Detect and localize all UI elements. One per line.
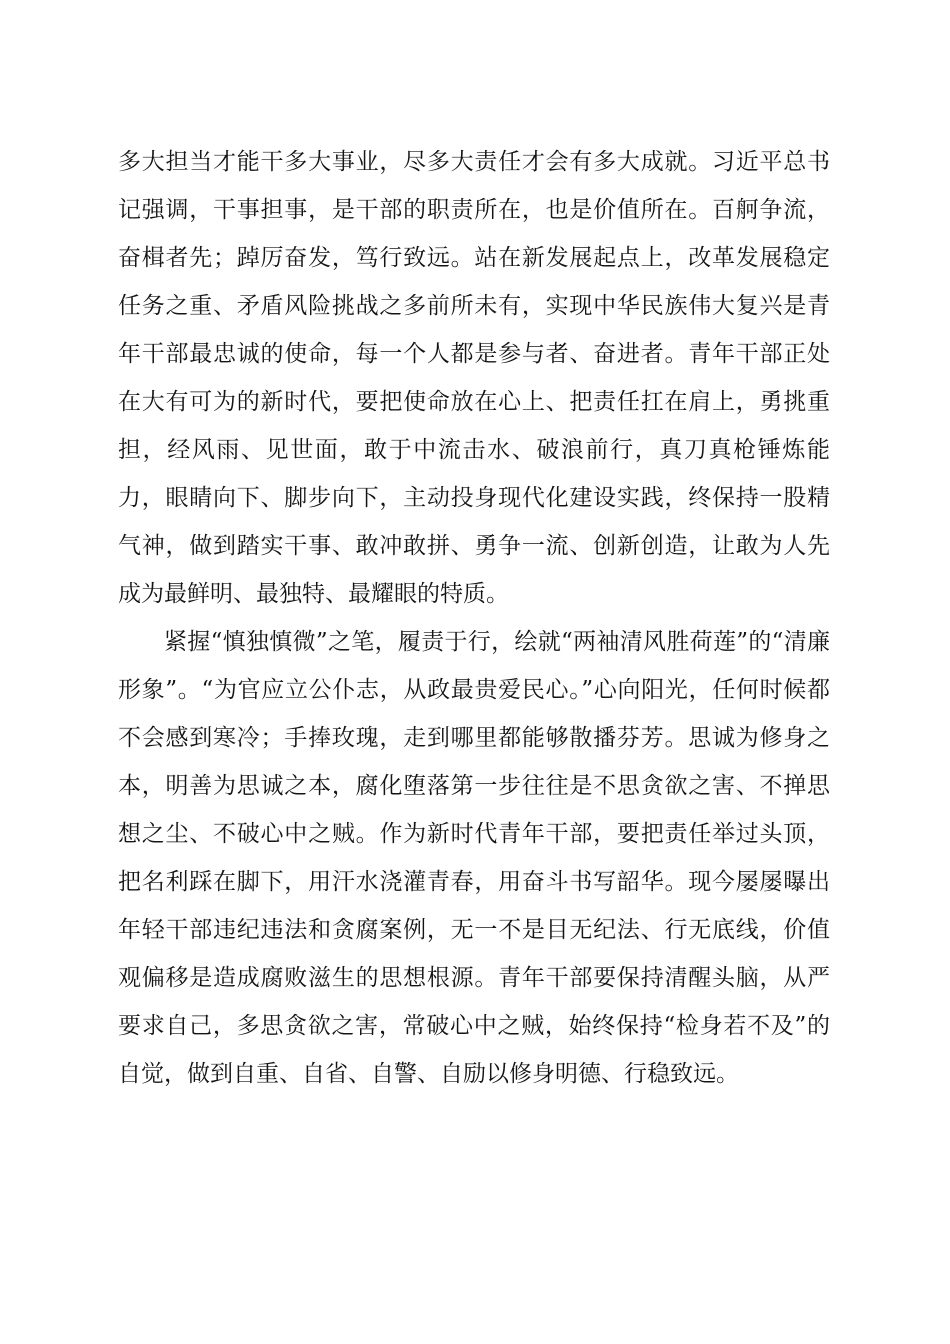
paragraph-1: 多大担当才能干多大事业，尽多大责任才会有多大成就。习近平总书记强调，干事担事，是干部的职责所在，也是价值所在。百舸争流，奋楫者先；踔厉奋发，笃行致远。站在新发展起点上，改革发展稳定任务之重、矛盾风险挑战之多前所未有，实现中华民族伟大复兴是青年干部最忠诚的使命，每一个人都是参与者、奋进者。青年干部正处在大有可为的新时代，要把使命放在心上、把责任扛在肩上，勇挑重担，经风雨、见世面，敢于中流击水、破浪前行，真刀真枪锤炼能力，眼睛向下、脚步向下，主动投身现代化建设实践，终保持一股精气神，做到踏实干事、敢冲敢拼、勇争一流、创新创造，让敢为人先成为最鲜明、最独特、最耀眼的特质。 (118, 149, 830, 607)
paragraph-2: 紧握“慎独慎微”之笔，履责于行，绘就“两袖清风胜荷莲”的“清廉形象”。“为官应立公仆志，从政最贵爱民心。”心向阳光，任何时候都不会感到寒冷；手捧玫瑰，走到哪里都能够散播芬芳。思诚为修身之本，明善为思诚之本，腐化堕落第一步往往是不思贪欲之害、不掸思想之尘、不破心中之贼。作为新时代青年干部，要把责任举过头顶，把名利踩在脚下，用汗水浇灌青春，用奋斗书写韶华。现今屡屡曝出年轻干部违纪违法和贪腐案例，无一不是目无纪法、行无底线，价值观偏移是造成腐败滋生的思想根源。青年干部要保持清醒头脑，从严要求自己，多思贪欲之害，常破心中之贼，始终保持“检身若不及”的自觉，做到自重、自省、自警、自励以修身明德、行稳致远。 (118, 629, 830, 1087)
document-body (118, 138, 830, 1098)
